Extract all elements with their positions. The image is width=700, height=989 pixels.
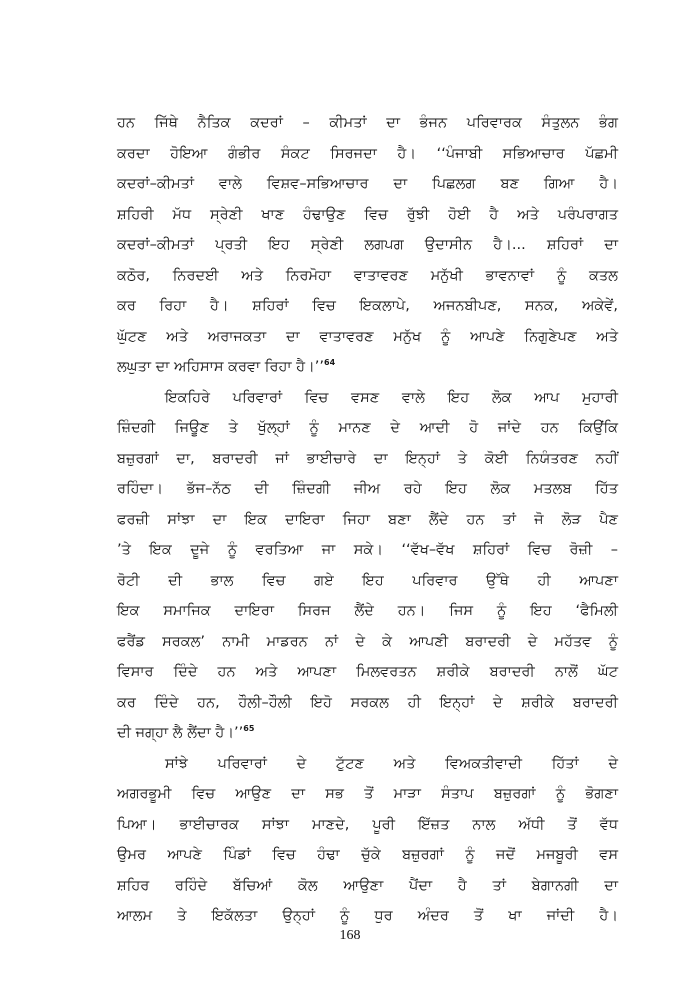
paragraph xyxy=(117,108,618,383)
text-line: ਜ਼ਿੰਦਗੀ ਜਿਊਣ ਤੇ ਖੁੱਲ੍ਹਾਂ ਨੂੰ ਮਾਨਣ ਦੇ ਆਦੀ ਹੋ ਜਾਂਦੇ ਹਨ ਕਿਉਂਕਿ xyxy=(117,420,618,436)
text-line: ਫਰਜ਼ੀ ਸਾਂਝਾ ਦਾ ਇਕ ਦਾਇਰਾ ਜਿਹਾ ਬਣਾ ਲੈਂਦੇ ਹਨ ਤਾਂ ਜੋ ਲੋੜ ਪੈਣ xyxy=(117,511,618,528)
paragraph xyxy=(117,749,618,932)
text-line: ਹਨ ਜਿੱਥੇ ਨੈਤਿਕ ਕਦਰਾਂ – ਕੀਮਤਾਂ ਦਾ ਭੰਜਨ ਪਰਿਵਾਰਕ ਸੰਤੁਲਨ ਭੰਗ xyxy=(117,115,618,131)
text-line: ਕਠੋਰ, ਨਿਰਦਈ ਅਤੇ ਨਿਰਮੋਹਾ ਵਾਤਾਵਰਣ ਮਨੁੱਖੀ ਭਾਵਨਾਵਾਂ ਨੂੰ ਕਤਲ xyxy=(117,267,618,284)
text-line: ਵਿਸਾਰ ਦਿੰਦੇ ਹਨ ਅਤੇ ਆਪਣਾ ਮਿਲਵਰਤਨ ਸ਼ਰੀਕੇ ਬਰਾਦਰੀ ਨਾਲੋਂ ਘੱਟ xyxy=(117,664,618,680)
text-line: ਪਿਆ। ਭਾਈਚਾਰਕ ਸਾਂਝਾ ਮਾਣਦੇ, ਪੂਰੀ ਇੱਜ਼ਤ ਨਾਲ ਅੱਧੀ ਤੋਂ ਵੱਧ xyxy=(117,816,618,833)
text-line: ਆਲਮ ਤੇ ਇਕੱਲਤਾ ਉਨ੍ਹਾਂ ਨੂੰ ਧੁਰ ਅੰਦਰ ਤੋਂ ਖਾ ਜਾਂਦੀ ਹੈ। xyxy=(117,908,618,924)
text-line: ’ਤੇ ਇਕ ਦੂਜੇ ਨੂੰ ਵਰਤਿਆ ਜਾ ਸਕੇ। ‘‘ਵੱਖ–ਵੱਖ ਸ਼ਹਿਰਾਂ ਵਿਚ ਰੋਜ਼ੀ – xyxy=(117,542,618,558)
text-line: ਸ਼ਹਿਰ ਰਹਿੰਦੇ ਬੱਚਿਆਂ ਕੋਲ ਆਉਣਾ ਪੈਂਦਾ ਹੈ ਤਾਂ ਬੇਗਾਨਗੀ ਦਾ xyxy=(117,877,618,894)
text-line: ਇਕਹਿਰੇ ਪਰਿਵਾਰਾਂ ਵਿਚ ਵਸਣ ਵਾਲੇ ਇਹ ਲੋਕ ਆਪ ਮੁਹਾਰੀ xyxy=(165,389,618,406)
text-line: ਇਕ ਸਮਾਜਿਕ ਦਾਇਰਾ ਸਿਰਜ ਲੈਂਦੇ ਹਨ। ਜਿਸ ਨੂੰ ਇਹ ‘ਫੈਮਿਲੀ xyxy=(117,603,618,619)
text-line: ਸਾਂਝੇ ਪਰਿਵਾਰਾਂ ਦੇ ਟੁੱਟਣ ਅਤੇ ਵਿਅਕਤੀਵਾਦੀ ਹਿੱਤਾਂ ਦੇ xyxy=(165,755,618,772)
text-line: ਕਰਦਾ ਹੋਇਆ ਗੰਭੀਰ ਸੰਕਟ ਸਿਰਜਦਾ ਹੈ। ‘‘ਪੰਜਾਬੀ ਸਭਿਆਚਾਰ ਪੱਛਮੀ xyxy=(117,145,618,162)
text-line xyxy=(117,718,618,749)
text-line: ਫਰੈਂਡ ਸਰਕਲ’ ਨਾਮੀ ਮਾਡਰਨ ਨਾਂ ਦੇ ਕੇ ਆਪਣੀ ਬਰਾਦਰੀ ਦੇ ਮਹੱਤਵ ਨੂੰ xyxy=(117,633,618,650)
text-line-content: ਦੀ ਜਗ੍ਹਾ ਲੈ ਲੈਂਦਾ ਹੈ।’’ xyxy=(117,725,244,741)
paragraph xyxy=(117,383,618,749)
text-line: ਸ਼ਹਿਰੀ ਮੱਧ ਸ੍ਰੇਣੀ ਖਾਣ ਹੰਢਾਉਣ ਵਿਚ ਰੁੱਝੀ ਹੋਈ ਹੈ ਅਤੇ ਪਰੰਪਰਾਗਤ xyxy=(117,206,618,223)
text-line xyxy=(117,352,618,383)
text-line: ਕਦਰਾਂ–ਕੀਮਤਾਂ ਪ੍ਰਤੀ ਇਹ ਸ੍ਰੇਣੀ ਲਗਪਗ ਉਦਾਸੀਨ ਹੈ।... ਸ਼ਹਿਰਾਂ ਦਾ xyxy=(117,237,618,253)
text-line: ਕਰ ਦਿੰਦੇ ਹਨ, ਹੌਲੀ–ਹੌਲੀ ਇਹੋ ਸਰਕਲ ਹੀ ਇਨ੍ਹਾਂ ਦੇ ਸ਼ਰੀਕੇ ਬਰਾਦਰੀ xyxy=(117,694,618,711)
footnote-ref: 65 xyxy=(243,724,255,733)
text-line: ਘੁੱਟਣ ਅਤੇ ਅਰਾਜਕਤਾ ਦਾ ਵਾਤਾਵਰਣ ਮਨੁੱਖ ਨੂੰ ਆਪਣੇ ਨਿਗੁਣੇਪਣ ਅਤੇ xyxy=(117,328,618,345)
text-line: ਰਹਿੰਦਾ। ਭੱਜ–ਨੱਠ ਦੀ ਜ਼ਿੰਦਗੀ ਜੀਅ ਰਹੇ ਇਹ ਲੋਕ ਮਤਲਬ ਹਿੱਤ xyxy=(117,481,618,497)
text-line: ਉਮਰ ਆਪਣੇ ਪਿੰਡਾਂ ਵਿਚ ਹੰਢਾ ਚੁੱਕੇ ਬਜ਼ੁਰਗਾਂ ਨੂੰ ਜਦੋਂ ਮਜਬੂਰੀ ਵਸ xyxy=(117,847,618,863)
footnote-ref: 64 xyxy=(324,358,336,367)
page-number: 168 xyxy=(339,928,361,943)
text-line: ਅਗਰਭੂਮੀ ਵਿਚ ਆਉਣ ਦਾ ਸਭ ਤੋਂ ਮਾੜਾ ਸੰਤਾਪ ਬਜ਼ੁਰਗਾਂ ਨੂੰ ਭੋਗਣਾ xyxy=(117,786,618,802)
text-line: ਕਦਰਾਂ–ਕੀਮਤਾਂ ਵਾਲੇ ਵਿਸ਼ਵ–ਸਭਿਆਚਾਰ ਦਾ ਪਿਛਲਗ ਬਣ ਗਿਆ ਹੈ। xyxy=(117,176,618,192)
text-line: ਰੋਟੀ ਦੀ ਭਾਲ ਵਿਚ ਗਏ ਇਹ ਪਰਿਵਾਰ ਉੱਥੇ ਹੀ ਆਪਣਾ xyxy=(117,572,618,589)
text-line: ਬਜ਼ੁਰਗਾਂ ਦਾ, ਬਰਾਦਰੀ ਜਾਂ ਭਾਈਚਾਰੇ ਦਾ ਇਨ੍ਹਾਂ ਤੇ ਕੋਈ ਨਿਯੰਤਰਣ ਨਹੀਂ xyxy=(117,450,618,467)
text-line: ਕਰ ਰਿਹਾ ਹੈ। ਸ਼ਹਿਰਾਂ ਵਿਚ ਇਕਲਾਪੇ, ਅਜਨਬੀਪਣ, ਸਨਕ, ਅਕੇਵੇਂ, xyxy=(117,298,618,314)
document-body xyxy=(117,108,618,932)
text-line-content: ਲਘੁਤਾ ਦਾ ਅਹਿਸਾਸ ਕਰਵਾ ਰਿਹਾ ਹੈ।’’ xyxy=(117,359,325,375)
